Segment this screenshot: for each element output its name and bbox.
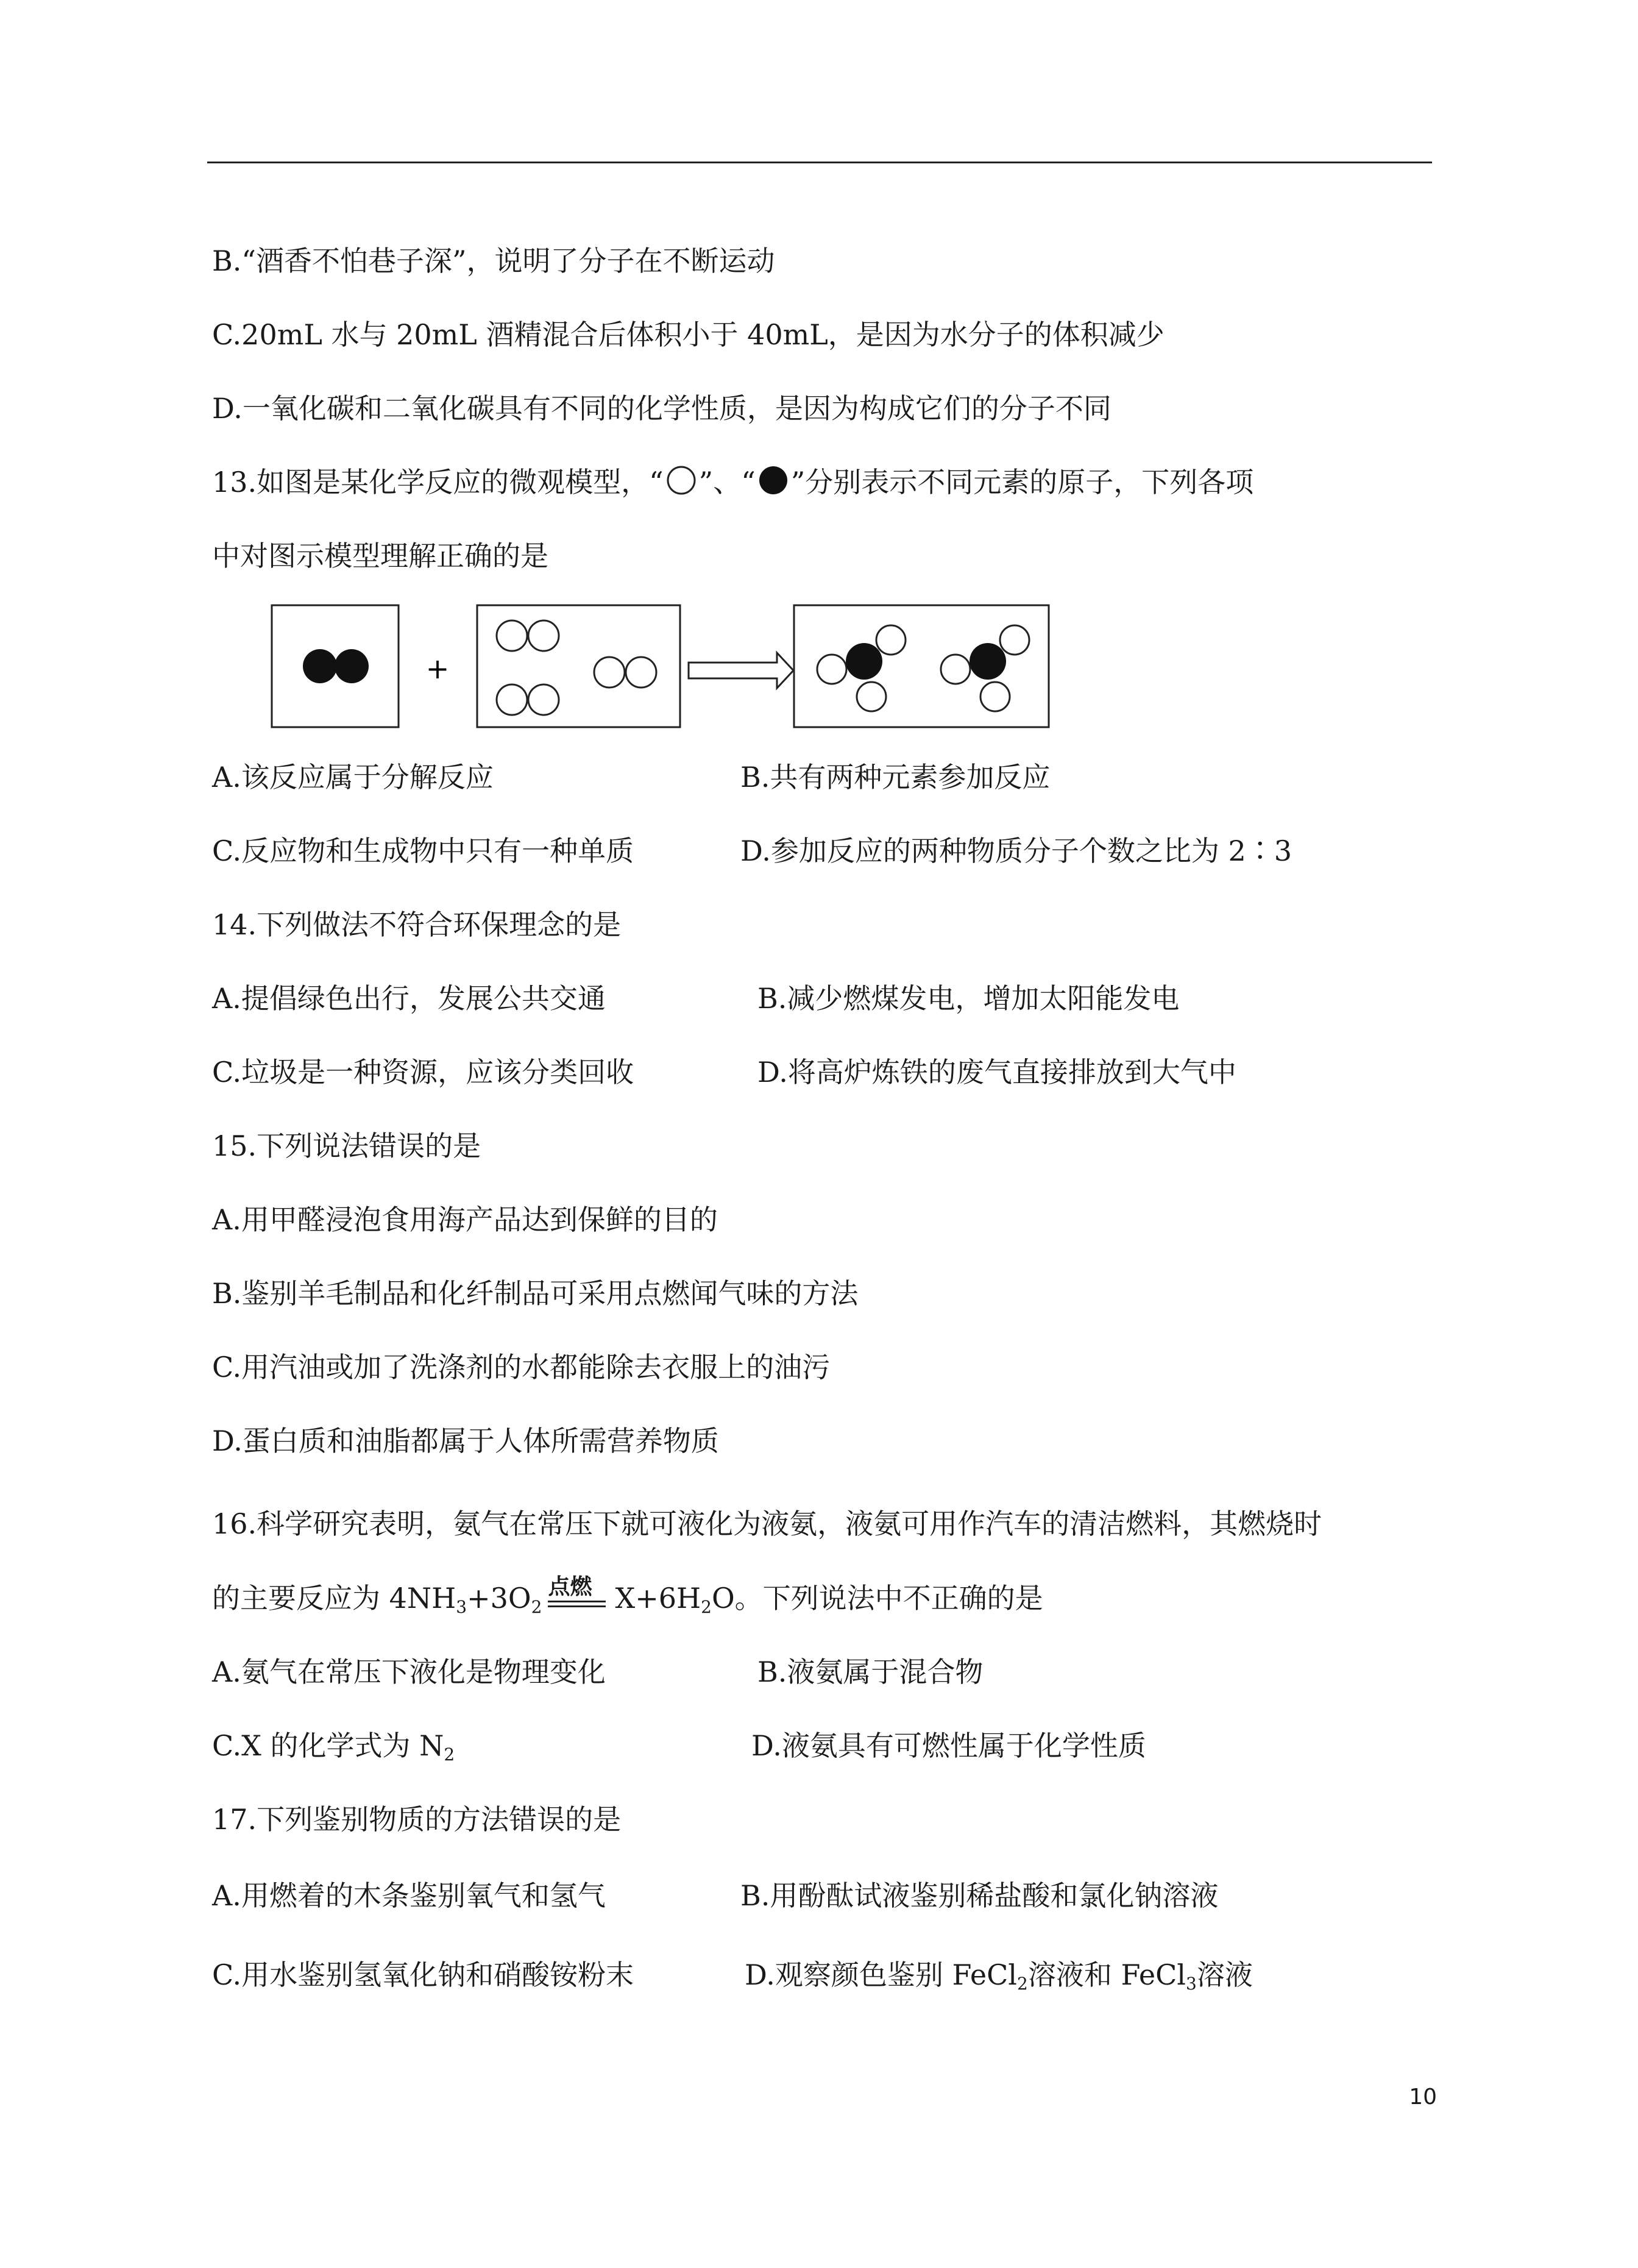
header-rule (207, 162, 1432, 163)
q17d-text: D.观察颜色鉴别 FeCl (745, 1958, 1018, 1991)
q12-option-d: D.一氧化碳和二氧化碳具有不同的化学性质，是因为构成它们的分子不同 (212, 392, 1112, 425)
q17-option-b: B.用酚酞试液鉴别稀盐酸和氯化钠溶液 (740, 1879, 1219, 1912)
white-atom-icon (664, 465, 699, 496)
condition-label: 点燃 (548, 1574, 592, 1599)
q12-option-b: B.“酒香不怕巷子深”，说明了分子在不断运动 (212, 244, 775, 277)
reaction-diagram (268, 600, 1054, 734)
q17-option-c: C.用水鉴别氢氧化钠和硝酸铵粉末 (212, 1958, 634, 1991)
q13-stem-line2: 中对图示模型理解正确的是 (212, 539, 548, 572)
q15-option-a: A.用甲醛浸泡食用海产品达到保鲜的目的 (212, 1203, 718, 1236)
q14-option-c: C.垃圾是一种资源，应该分类回收 (212, 1056, 634, 1089)
q16-eq-part: +3O (467, 1582, 531, 1615)
q13-stem-part1: 13.如图是某化学反应的微观模型，“ (212, 466, 664, 499)
q14-option-d: D.将高炉炼铁的废气直接排放到大气中 (757, 1056, 1236, 1089)
reactant-box-1 (272, 605, 399, 727)
q16-eq-sub: 2 (531, 1597, 542, 1617)
q17-option-a: A.用燃着的木条鉴别氧气和氢气 (212, 1879, 606, 1912)
q16-option-a: A.氨气在常压下液化是物理变化 (212, 1655, 606, 1688)
plus-sign: + (425, 652, 450, 685)
black-atom-icon (756, 465, 791, 496)
q16c-sub: 2 (444, 1744, 455, 1765)
q16-option-d: D.液氨具有可燃性属于化学性质 (751, 1729, 1146, 1762)
q16-eq-sub: 3 (456, 1597, 467, 1617)
q13-option-c: C.反应物和生成物中只有一种单质 (212, 834, 634, 867)
q17-option-d (745, 1957, 1253, 2002)
q14-option-b: B.减少燃煤发电，增加太阳能发电 (757, 982, 1180, 1015)
q17d-sub: 3 (1186, 1974, 1197, 1994)
q13-stem (212, 464, 1253, 500)
q15-option-d: D.蛋白质和油脂都属于人体所需营养物质 (212, 1424, 719, 1457)
q16-eq-sub: 2 (701, 1597, 712, 1617)
q13-option-b: B.共有两种元素参加反应 (740, 761, 1051, 794)
q16-stem-line1: 16.科学研究表明，氨气在常压下就可液化为液氨，液氨可用作汽车的清洁燃料，其燃烧时 (212, 1507, 1322, 1540)
q17d-text: 溶液 (1196, 1958, 1253, 1991)
q14-stem: 14.下列做法不符合环保理念的是 (212, 908, 622, 941)
q17-stem: 17.下列鉴别物质的方法错误的是 (212, 1803, 622, 1836)
q16-stem-line2 (212, 1574, 1043, 1626)
reaction-arrow (689, 653, 793, 688)
q16-option-b: B.液氨属于混合物 (757, 1655, 984, 1688)
product-box (794, 605, 1049, 727)
q15-option-c: C.用汽油或加了洗涤剂的水都能除去衣服上的油污 (212, 1351, 831, 1384)
q12-option-c: C.20mL 水与 20mL 酒精混合后体积小于 40mL，是因为水分子的体积减少 (212, 318, 1165, 351)
q16-eq-part: X+6H (615, 1582, 701, 1615)
q17d-sub: 2 (1017, 1974, 1028, 1994)
q16-eq-part: O。下列说法中不正确的是 (711, 1582, 1043, 1615)
q13-option-d: D.参加反应的两种物质分子个数之比为 2∶3 (740, 834, 1292, 867)
q13-option-a: A.该反应属于分解反应 (212, 761, 494, 794)
q16-eq-part: 的主要反应为 4NH (212, 1582, 456, 1615)
q13-stem-part2: ”、“ (698, 466, 756, 499)
q17d-text: 溶液和 FeCl (1027, 1958, 1186, 1991)
q16c-text: C.X 的化学式为 N (212, 1729, 444, 1762)
reaction-condition (542, 1574, 615, 1616)
black-atom (303, 649, 337, 683)
q15-option-b: B.鉴别羊毛制品和化纤制品可采用点燃闻气味的方法 (212, 1277, 859, 1310)
q13-stem-part3: ”分别表示不同元素的原子，下列各项 (790, 466, 1254, 499)
black-atom (335, 649, 369, 683)
q15-stem: 15.下列说法错误的是 (212, 1129, 481, 1162)
q16-option-c (212, 1727, 455, 1773)
reactant-box-2 (477, 605, 680, 727)
q14-option-a: A.提倡绿色出行，发展公共交通 (212, 982, 606, 1015)
page-number: 10 (1409, 2085, 1437, 2110)
